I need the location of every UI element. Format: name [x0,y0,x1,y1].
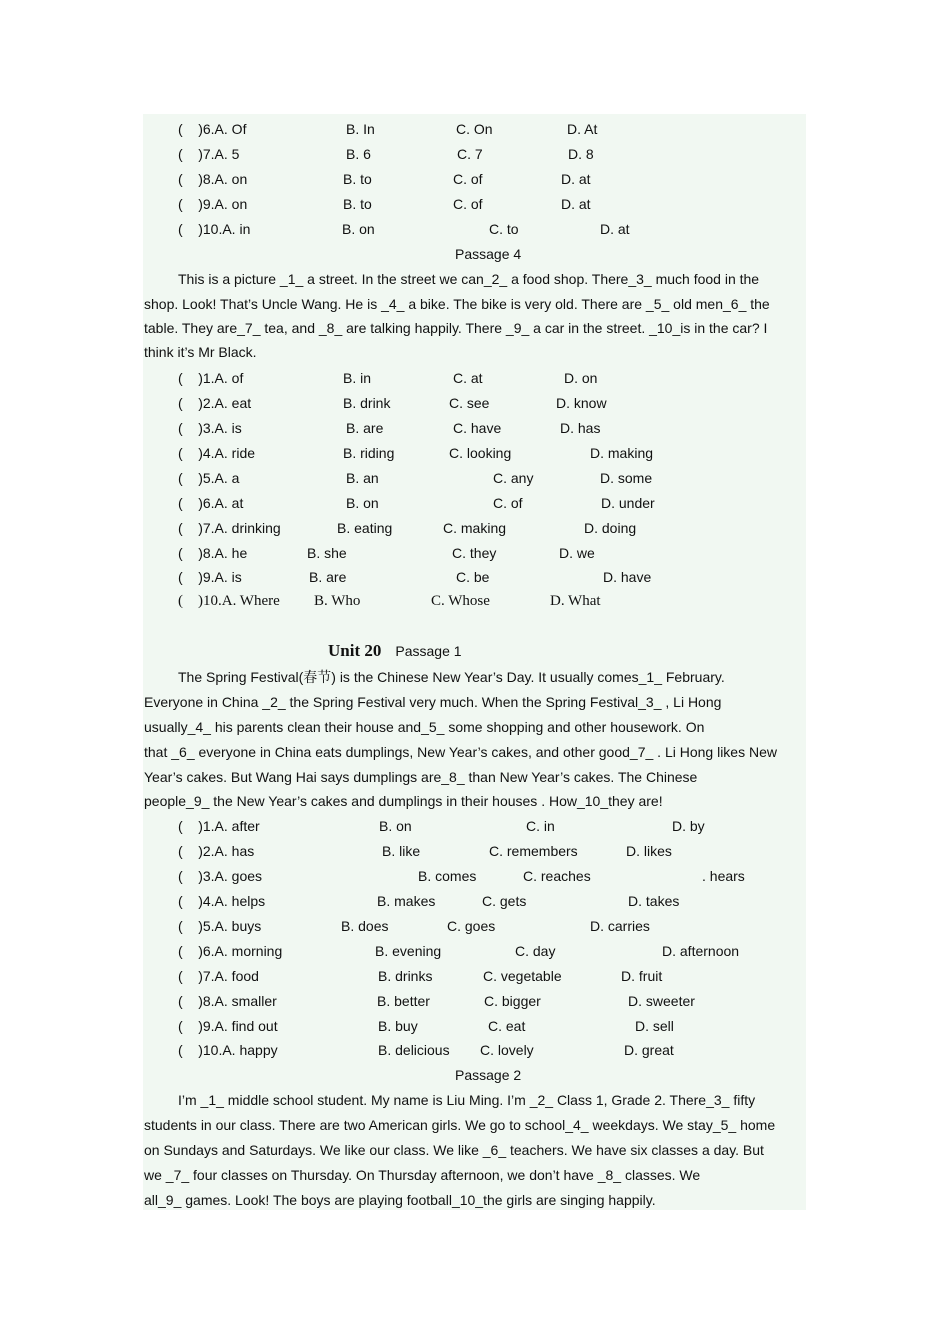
p4-q6-d: D. under [601,495,655,511]
u20-q8-c: C. bigger [484,993,541,1009]
u20-q9-d: D. sell [635,1018,674,1034]
p4-q7-c: C. making [443,520,507,536]
p4-q10-b: B. Who [314,593,361,609]
u20-q10-d: D. great [624,1042,674,1058]
q7-a: ( )7.A. 5 [178,146,240,162]
p4-q7-b: B. eating [337,520,393,536]
u20-q8-a: ( )8.A. smaller [178,993,277,1009]
p4-q4-c: C. looking [449,445,512,461]
p4-q9-a: ( )9.A. is [178,569,242,585]
u20-q2-a: ( )2.A. has [178,843,255,859]
passage-4-line-2: shop. Look! That’s Uncle Wang. He is _4_ a bike. The bike is very old. There are _5_ old men_6_ the [144,296,770,312]
unit20-p2-line-4: we _7_ four classes on Thursday. On Thursday afternoon, we don’t have _8_ classes. We [144,1167,701,1183]
unit-20-label: Unit 20 [328,641,382,660]
p4-q8-d: D. we [559,545,595,561]
p4-q1-a: ( )1.A. of [178,370,244,386]
passage-1-heading: Passage 1 [395,643,462,659]
q10-d: D. at [600,221,630,237]
u20-q6-d: D. afternoon [662,943,740,959]
p4-q10-a: ( )10.A. Where [178,593,280,609]
p4-q10-d: D. What [550,593,601,609]
p4-q8-b: B. she [307,545,347,561]
unit20-p1-line-6: people_9_ the New Year’s cakes and dumplings in their houses . How_10_they are! [144,793,663,809]
p4-q7-d: D. doing [584,520,637,536]
unit20-p1-line-1: The Spring Festival(春节) is the Chinese New Year’s Day. It usually comes_1_ February. [178,669,725,685]
p4-q5-d: D. some [600,470,653,486]
p4-q3-d: D. has [560,420,601,436]
u20-q4-d: D. takes [628,893,680,909]
p4-q4-b: B. riding [343,445,395,461]
p4-q1-b: B. in [343,370,372,386]
q8-c: C. of [453,171,483,187]
p4-q1-d: D. on [564,370,598,386]
u20-q4-c: C. gets [482,893,527,909]
p4-q2-d: D. know [556,395,607,411]
p4-q6-a: ( )6.A. at [178,495,244,511]
u20-q9-c: C. eat [488,1018,526,1034]
u20-q5-a: ( )5.A. buys [178,918,262,934]
q8-b: B. to [343,171,372,187]
passage-4-line-3: table. They are_7_ tea, and _8_ are talking happily. There _9_ a car in the street. _10_is in the car? I [144,320,768,336]
q6-b: B. In [346,121,375,137]
p4-q6-c: C. of [493,495,523,511]
u20-q8-b: B. better [377,993,430,1009]
passage-4-line-4: think it’s Mr Black. [144,344,257,360]
unit20-p2-line-1: I’m _1_ middle school student. My name is Liu Ming. I’m _2_ Class 1, Grade 2. There_3_ fifty [178,1092,756,1108]
u20-q4-a: ( )4.A. helps [178,893,266,909]
p4-q9-c: C. be [456,569,490,585]
q10-a: ( )10.A. in [178,221,251,237]
q8-a: ( )8.A. on [178,171,248,187]
p4-q3-c: C. have [453,420,502,436]
u20-q10-c: C. lovely [480,1042,534,1058]
q9-b: B. to [343,196,372,212]
u20-q5-b: B. does [341,918,389,934]
u20-q9-a: ( )9.A. find out [178,1018,278,1034]
p4-q6-b: B. on [346,495,379,511]
p4-q4-a: ( )4.A. ride [178,445,256,461]
u20-q7-d: D. fruit [621,968,663,984]
u20-q1-c: C. in [526,818,555,834]
p4-q1-c: C. at [453,370,483,386]
u20-q2-d: D. likes [626,843,672,859]
p4-q3-b: B. are [346,420,384,436]
u20-q6-a: ( )6.A. morning [178,943,283,959]
u20-q3-c: C. reaches [523,868,591,884]
u20-q7-a: ( )7.A. food [178,968,259,984]
p4-q3-a: ( )3.A. is [178,420,242,436]
u20-q3-b: B. comes [418,868,477,884]
unit20-p1-line-3: usually_4_ his parents clean their house and_5_ some shopping and other housework. On [144,719,705,735]
u20-q6-c: C. day [515,943,556,959]
p4-q7-a: ( )7.A. drinking [178,520,281,536]
q7-d: D. 8 [568,146,594,162]
u20-q2-b: B. like [382,843,421,859]
passage-2-heading: Passage 2 [455,1067,522,1083]
u20-q7-c: C. vegetable [483,968,562,984]
u20-q7-b: B. drinks [378,968,433,984]
p4-q8-c: C. they [452,545,497,561]
q10-c: C. to [489,221,519,237]
p4-q8-a: ( )8.A. he [178,545,248,561]
unit20-p1-line-2: Everyone in China _2_ the Spring Festival very much. When the Spring Festival_3_ , Li Hong [144,694,722,710]
p4-q9-d: D. have [603,569,652,585]
q9-a: ( )9.A. on [178,196,248,212]
unit20-p2-line-5: all_9_ games. Look! The boys are playing football_10_the girls are singing happily. [144,1192,656,1208]
q7-c: C. 7 [457,146,483,162]
u20-q8-d: D. sweeter [628,993,695,1009]
u20-q1-b: B. on [379,818,412,834]
p4-q10-c: C. Whose [431,593,490,609]
passage-4-line-1: This is a picture _1_ a street. In the street we can_2_ a food shop. There_3_ much food in the [178,271,760,287]
q6-a: ( )6.A. Of [178,121,247,137]
unit20-p1-line-5: Year’s cakes. But Wang Hai says dumplings are_8_ than New Year’s cakes. The Chinese [144,769,698,785]
u20-q3-a: ( )3.A. goes [178,868,263,884]
p4-q5-c: C. any [493,470,534,486]
unit-title [328,641,462,661]
u20-q10-b: B. delicious [378,1042,450,1058]
u20-q3-d: . hears [702,868,745,884]
u20-q9-b: B. buy [378,1018,418,1034]
u20-q1-a: ( )1.A. after [178,818,260,834]
p4-q2-c: C. see [449,395,490,411]
unit20-p2-line-3: on Sundays and Saturdays. We like our class. We like _6_ teachers. We have six classes a day. But [144,1142,764,1158]
q6-c: C. On [456,121,493,137]
u20-q5-d: D. carries [590,918,650,934]
u20-q1-d: D. by [672,818,705,834]
p4-q2-a: ( )2.A. eat [178,395,252,411]
u20-q5-c: C. goes [447,918,496,934]
unit20-p1-line-4: that _6_ everyone in China eats dumplings, New Year’s cakes, and other good_7_ . Li Hong likes New [144,744,777,760]
q8-d: D. at [561,171,591,187]
passage-4-heading: Passage 4 [455,246,522,262]
q9-c: C. of [453,196,483,212]
p4-q5-b: B. an [346,470,379,486]
q7-b: B. 6 [346,146,371,162]
q10-b: B. on [342,221,375,237]
u20-q10-a: ( )10.A. happy [178,1042,278,1058]
q6-d: D. At [567,121,598,137]
p4-q4-d: D. making [590,445,654,461]
u20-q4-b: B. makes [377,893,436,909]
p4-q9-b: B. are [309,569,347,585]
u20-q2-c: C. remembers [489,843,578,859]
q9-d: D. at [561,196,591,212]
u20-q6-b: B. evening [375,943,442,959]
p4-q5-a: ( )5.A. a [178,470,240,486]
p4-q2-b: B. drink [343,395,391,411]
unit20-p2-line-2: students in our class. There are two American girls. We go to school_4_ weekdays. We stay_5_ home [144,1117,776,1133]
